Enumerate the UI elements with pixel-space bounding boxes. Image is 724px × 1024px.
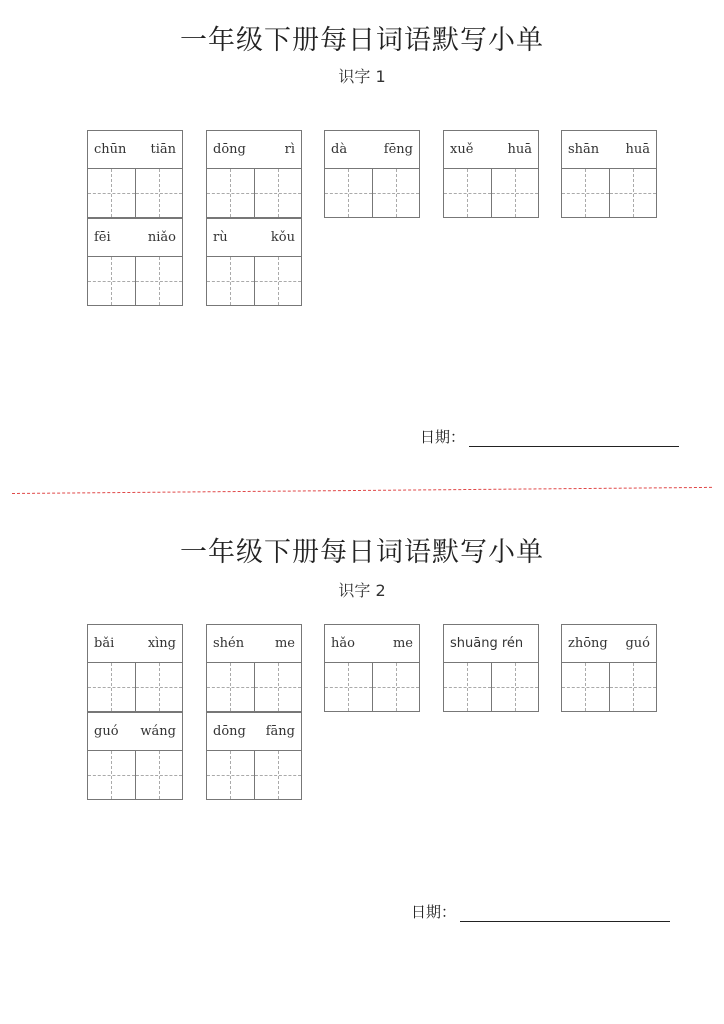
date-label: 日期： bbox=[420, 428, 466, 446]
word-box[interactable] bbox=[206, 624, 302, 712]
pinyin-syllable: xuě bbox=[450, 142, 474, 157]
cut-line-divider bbox=[12, 487, 712, 494]
pinyin-syllable: rù bbox=[213, 230, 228, 245]
pinyin-row bbox=[325, 131, 419, 169]
char-cell[interactable] bbox=[207, 169, 254, 217]
pinyin-row bbox=[444, 131, 538, 169]
char-cell[interactable] bbox=[207, 751, 254, 799]
char-cell[interactable] bbox=[207, 257, 254, 305]
char-cell[interactable] bbox=[135, 663, 183, 711]
char-cell[interactable] bbox=[135, 169, 183, 217]
word-box[interactable] bbox=[324, 130, 420, 218]
char-cell[interactable] bbox=[254, 257, 302, 305]
sheet2-date-field bbox=[411, 901, 670, 922]
pinyin-syllable: huā bbox=[625, 142, 650, 157]
date-input-line[interactable] bbox=[469, 428, 679, 447]
word-box[interactable] bbox=[561, 624, 657, 712]
char-cell[interactable] bbox=[325, 663, 372, 711]
pinyin-row bbox=[562, 625, 656, 663]
word-box[interactable] bbox=[443, 624, 539, 712]
word-box[interactable] bbox=[324, 624, 420, 712]
word-box[interactable] bbox=[206, 218, 302, 306]
pinyin-syllable: zhōng bbox=[568, 636, 608, 651]
pinyin-syllable: kǒu bbox=[270, 230, 295, 245]
pinyin-syllable: me bbox=[274, 636, 295, 651]
word-box[interactable] bbox=[206, 712, 302, 800]
pinyin-row bbox=[562, 131, 656, 169]
pinyin-syllable: wáng bbox=[140, 724, 176, 739]
char-cell[interactable] bbox=[207, 663, 254, 711]
date-label: 日期： bbox=[411, 903, 457, 921]
word-box[interactable] bbox=[87, 130, 183, 218]
sheet1-subtitle: 识字 1 bbox=[338, 67, 386, 86]
char-cell[interactable] bbox=[562, 169, 609, 217]
pinyin-syllable: tiān bbox=[150, 142, 176, 157]
pinyin-syllable: dōng bbox=[213, 724, 246, 739]
pinyin-syllable: xìng bbox=[147, 636, 176, 651]
word-box[interactable] bbox=[87, 624, 183, 712]
pinyin-row bbox=[325, 625, 419, 663]
word-box[interactable] bbox=[206, 130, 302, 218]
char-cell[interactable] bbox=[609, 663, 657, 711]
char-cell[interactable] bbox=[135, 257, 183, 305]
pinyin-syllable: bǎi bbox=[94, 636, 115, 651]
char-cell[interactable] bbox=[372, 169, 420, 217]
pinyin-syllable: fēi bbox=[94, 230, 111, 245]
pinyin-row bbox=[207, 131, 301, 169]
char-cell[interactable] bbox=[491, 663, 539, 711]
pinyin-syllable: chūn bbox=[94, 142, 127, 157]
pinyin-syllable: huā bbox=[507, 142, 532, 157]
char-cell[interactable] bbox=[88, 257, 135, 305]
char-cell[interactable] bbox=[135, 751, 183, 799]
pinyin-row bbox=[88, 219, 182, 257]
char-cell[interactable] bbox=[562, 663, 609, 711]
char-cell[interactable] bbox=[254, 663, 302, 711]
word-box[interactable] bbox=[87, 712, 183, 800]
pinyin-syllable: dōng bbox=[213, 142, 246, 157]
pinyin-syllable: dà bbox=[331, 142, 348, 157]
pinyin-row bbox=[88, 713, 182, 751]
pinyin-syllable: niǎo bbox=[147, 230, 176, 245]
char-cell[interactable] bbox=[609, 169, 657, 217]
char-cell[interactable] bbox=[325, 169, 372, 217]
pinyin-row bbox=[207, 713, 301, 751]
word-box[interactable] bbox=[87, 218, 183, 306]
char-cell[interactable] bbox=[254, 751, 302, 799]
pinyin-row bbox=[207, 625, 301, 663]
sheet2-subtitle: 识字 2 bbox=[338, 581, 386, 600]
pinyin-syllable: hǎo bbox=[331, 636, 355, 651]
pinyin-syllable: shuāng rén bbox=[450, 636, 524, 651]
char-cell[interactable] bbox=[88, 169, 135, 217]
char-cell[interactable] bbox=[372, 663, 420, 711]
pinyin-row bbox=[207, 219, 301, 257]
pinyin-syllable: fēng bbox=[383, 142, 413, 157]
pinyin-syllable: guó bbox=[625, 636, 650, 651]
pinyin-syllable: guó bbox=[94, 724, 119, 739]
char-cell[interactable] bbox=[254, 169, 302, 217]
sheet2-title: 一年级下册每日词语默写小单 bbox=[180, 537, 544, 568]
pinyin-syllable: me bbox=[392, 636, 413, 651]
char-cell[interactable] bbox=[491, 169, 539, 217]
date-input-line[interactable] bbox=[460, 903, 670, 922]
char-cell[interactable] bbox=[88, 751, 135, 799]
sheet1-title: 一年级下册每日词语默写小单 bbox=[180, 25, 544, 56]
pinyin-syllable: rì bbox=[284, 142, 295, 157]
pinyin-syllable: fāng bbox=[265, 724, 295, 739]
char-cell[interactable] bbox=[444, 663, 491, 711]
pinyin-row bbox=[88, 131, 182, 169]
sheet1-date-field bbox=[420, 426, 679, 447]
pinyin-row bbox=[444, 625, 538, 663]
word-box[interactable] bbox=[443, 130, 539, 218]
pinyin-syllable: shān bbox=[568, 142, 600, 157]
pinyin-syllable: shén bbox=[213, 636, 245, 651]
word-box[interactable] bbox=[561, 130, 657, 218]
char-cell[interactable] bbox=[444, 169, 491, 217]
char-cell[interactable] bbox=[88, 663, 135, 711]
pinyin-row bbox=[88, 625, 182, 663]
